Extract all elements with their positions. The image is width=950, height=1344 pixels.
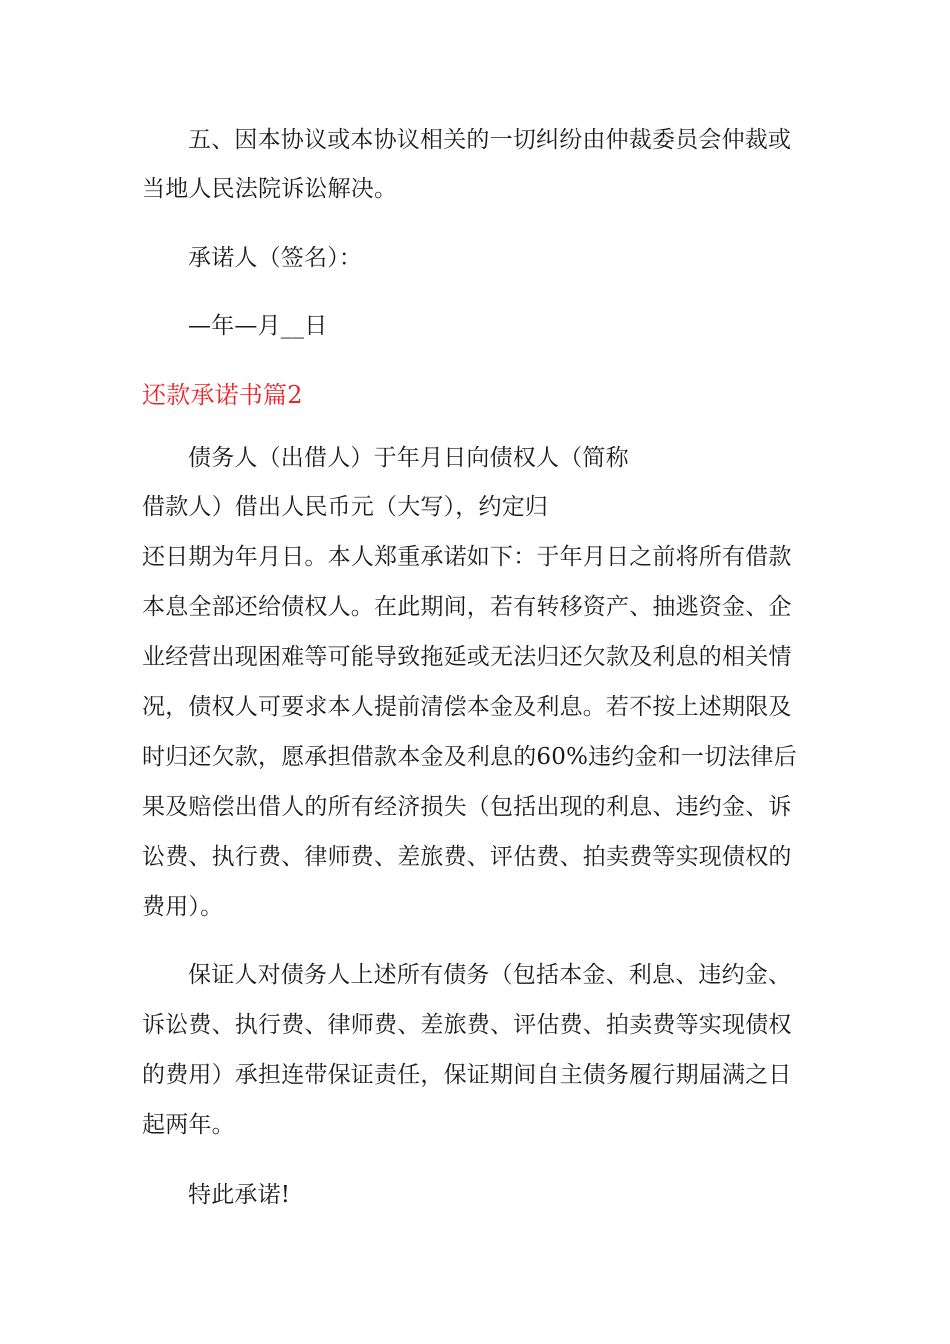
para1-line9: 讼费、执行费、律师费、差旅费、评估费、拍卖费等实现债权的 bbox=[142, 844, 792, 870]
para1-line1: 债务人（出借人）于年月日向债权人（简称 bbox=[188, 445, 629, 471]
para2-line1: 保证人对债务人上述所有债务（包括本金、利息、违约金、 bbox=[188, 962, 792, 988]
para2-line4: 起两年。 bbox=[142, 1112, 235, 1138]
para1-line4: 本息全部还给债权人。在此期间，若有转移资产、抽逃资金、企 bbox=[142, 594, 792, 620]
para2-line2: 诉讼费、执行费、律师费、差旅费、评估费、拍卖费等实现债权 bbox=[142, 1012, 792, 1038]
para1-line2: 借款人）借出人民币元（大写），约定归 bbox=[142, 494, 549, 520]
para1-line5: 业经营出现困难等可能导致拖延或无法归还欠款及利息的相关情 bbox=[142, 644, 792, 670]
para1-line7: 时归还欠款，愿承担借款本金及利息的60%违约金和一切法律后 bbox=[142, 744, 797, 770]
para2-line3: 的费用）承担连带保证责任，保证期间自主债务履行期届满之日 bbox=[142, 1062, 792, 1088]
signature-line: 承诺人（签名）： bbox=[188, 245, 363, 271]
para1-line8: 果及赔偿出借人的所有经济损失（包括出现的利息、违约金、诉 bbox=[142, 794, 792, 820]
section5-line1: 五、因本协议或本协议相关的一切纠纷由仲裁委员会仲裁或 bbox=[188, 127, 792, 153]
closing-line: 特此承诺! bbox=[188, 1182, 291, 1208]
para1-line6: 况，债权人可要求本人提前清偿本金及利息。若不按上述期限及 bbox=[142, 694, 792, 720]
section5-line2: 当地人民法院诉讼解决。 bbox=[142, 176, 398, 202]
para1-line3: 还日期为年月日。本人郑重承诺如下：于年月日之前将所有借款 bbox=[142, 544, 792, 570]
para1-line10: 费用）。 bbox=[142, 894, 224, 920]
section-heading: 还款承诺书篇2 bbox=[142, 381, 303, 409]
date-line: —年—月__日 bbox=[188, 313, 328, 339]
